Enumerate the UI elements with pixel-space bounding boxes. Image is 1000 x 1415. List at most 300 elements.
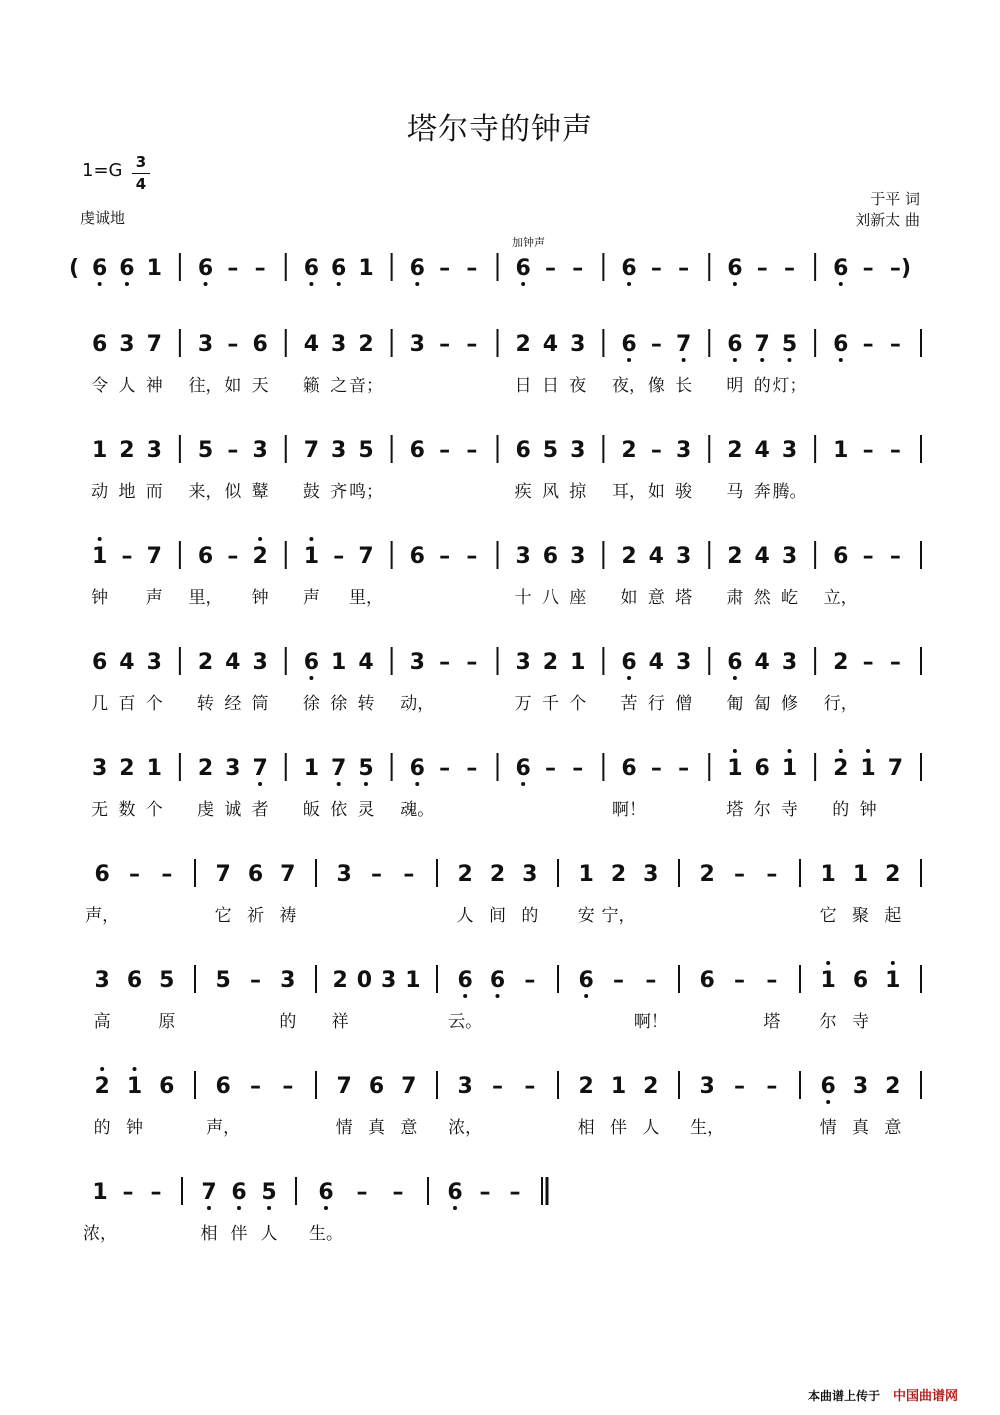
note-digit: 6 [515, 256, 531, 281]
lyric-syllable: 人 [260, 1224, 278, 1244]
note-digit: 2 [489, 862, 506, 887]
lyric-syllable: 十 [514, 588, 532, 608]
lyric-syllable: 动， [400, 694, 435, 714]
note-digit: 7 [303, 438, 320, 463]
note-digit: 3 [781, 650, 798, 675]
note-digit: 6 [727, 650, 743, 675]
lyric-syllable: 座 [569, 588, 587, 608]
dash-sustain: – [650, 256, 662, 281]
dash-sustain: – [862, 544, 874, 569]
note-digit: 6 [852, 968, 869, 993]
octave-up-dot [258, 537, 262, 541]
lyric-syllable: 寺 [780, 800, 798, 820]
lyric-syllable: 虔 [197, 800, 215, 820]
note-digit: 7 [358, 544, 374, 569]
dash-sustain: – [678, 756, 690, 781]
intro-paren-close: ) [900, 256, 912, 281]
lyric-syllable: 立， [823, 588, 858, 608]
octave-down-dot [521, 782, 525, 786]
lyric-syllable: 皈 [302, 800, 320, 820]
lyric-syllable: 的 [832, 800, 850, 820]
lyric-syllable: 啊！ [633, 1012, 668, 1032]
octave-down-dot [207, 1206, 211, 1210]
note-digit: 2 [610, 862, 627, 887]
note-digit: 7 [887, 756, 904, 781]
note-digit: 6 [457, 968, 473, 993]
note-digit: 1 [146, 756, 162, 781]
octave-down-dot [627, 676, 631, 680]
lyric-syllable: 百 [118, 694, 136, 714]
lyric-syllable: 奔 [753, 482, 771, 502]
lyric-syllable: 转 [357, 694, 375, 714]
note-digit: 5 [542, 438, 559, 463]
lyric-syllable: 祥 [331, 1012, 349, 1032]
dash-sustain: – [466, 650, 478, 675]
octave-up-dot [133, 1067, 137, 1071]
lyric-syllable: 马 [726, 482, 744, 502]
dash-sustain: – [227, 438, 239, 463]
note-digit: 2 [119, 438, 135, 463]
lyric-syllable: 神 [145, 376, 163, 396]
octave-down-dot [826, 1100, 830, 1104]
lyric-syllable: 生。 [309, 1224, 343, 1244]
lyric-syllable: 如 [224, 376, 242, 396]
dash-sustain: – [122, 1180, 134, 1205]
note-digit: 6 [447, 1180, 463, 1205]
dash-sustain: – [466, 256, 478, 281]
lyric-syllable: 动 [91, 482, 109, 502]
note-digit: 5 [197, 438, 214, 463]
lyric-syllable: 伴 [610, 1118, 627, 1138]
note-digit: 6 [409, 756, 425, 781]
lyric-syllable: 数 [118, 800, 136, 820]
note-digit: 7 [331, 756, 347, 781]
lyric-syllable: 肃 [726, 588, 744, 608]
note-digit: 4 [648, 544, 664, 569]
note-digit: 5 [261, 1180, 277, 1205]
note-digit: 3 [570, 438, 586, 463]
lyric-syllable: 如 [620, 588, 638, 608]
lyric-syllable: 灯； [772, 376, 807, 396]
dash-sustain: – [439, 438, 451, 463]
lyric-syllable: 尔 [753, 800, 771, 820]
note-digit: 7 [201, 1180, 217, 1205]
dash-sustain: – [734, 1074, 745, 1099]
note-digit: 6 [331, 256, 347, 281]
dash-sustain: – [544, 756, 556, 781]
lyric-syllable: 苦 [620, 694, 638, 714]
lyric-syllable: 夜 [569, 376, 587, 396]
octave-up-dot [100, 1067, 104, 1071]
lyric-syllable: 徐 [302, 694, 320, 714]
dash-sustain: – [889, 256, 901, 281]
lyric-syllable: 真 [368, 1118, 385, 1138]
lyric-syllable: 原 [158, 1012, 176, 1032]
octave-down-dot [364, 782, 368, 786]
note-digit: 2 [621, 438, 637, 463]
dash-sustain: – [544, 256, 556, 281]
lyric-syllable: 它 [819, 906, 837, 926]
note-digit: 6 [621, 650, 637, 675]
note-digit: 2 [252, 544, 268, 569]
note-digit: 6 [231, 1180, 247, 1205]
dash-sustain: – [403, 862, 415, 887]
note-digit: 6 [409, 256, 425, 281]
note-digit: 2 [457, 862, 473, 887]
note-digit: 3 [280, 968, 296, 993]
dash-sustain: – [650, 756, 662, 781]
lyric-syllable: 夜， [612, 376, 647, 396]
octave-up-dot [826, 961, 830, 965]
lyric-syllable: 的 [753, 376, 771, 396]
note-digit: 7 [280, 862, 296, 887]
octave-up-dot [839, 749, 843, 753]
lyric-syllable: 生， [690, 1118, 725, 1138]
note-digit: 6 [542, 544, 559, 569]
note-digit: 7 [215, 862, 231, 887]
dash-sustain: – [862, 438, 874, 463]
lyric-syllable: 屹 [780, 588, 798, 608]
note-digit: 1 [727, 756, 743, 781]
note-digit: 7 [146, 544, 162, 569]
note-digit: 4 [542, 332, 559, 357]
note-digit: 3 [119, 332, 135, 357]
dash-sustain: – [161, 862, 173, 887]
lyric-syllable: 之 [330, 376, 348, 396]
lyric-syllable: 高 [93, 1012, 111, 1032]
note-digit: 1 [91, 544, 108, 569]
dash-sustain: – [254, 256, 266, 281]
note-digit: 1 [303, 544, 320, 569]
note-digit: 4 [754, 438, 770, 463]
note-digit: 1 [610, 1074, 627, 1099]
note-digit: 4 [754, 650, 770, 675]
dash-sustain: – [439, 256, 451, 281]
note-digit: 2 [727, 438, 743, 463]
lyric-syllable: 的 [279, 1012, 297, 1032]
note-digit: 3 [781, 438, 798, 463]
octave-down-dot [98, 282, 102, 286]
lyric-syllable: 僧 [675, 694, 693, 714]
note-digit: 7 [336, 1074, 352, 1099]
note-digit: 1 [860, 756, 876, 781]
note-digit: 3 [852, 1074, 869, 1099]
lyricist-credit: 于平 词 [870, 190, 920, 208]
lyric-syllable: 宁， [601, 906, 636, 926]
note-digit: 3 [699, 1074, 715, 1099]
lyric-syllable: 祈 [247, 906, 264, 926]
note-digit: 1 [405, 968, 421, 993]
note-digit: 6 [515, 756, 531, 781]
time-signature-bottom: 4 [135, 175, 147, 193]
lyric-syllable: 起 [884, 906, 902, 926]
note-digit: 1 [781, 756, 798, 781]
note-digit: 7 [754, 332, 770, 357]
dash-sustain: – [282, 1074, 294, 1099]
lyric-syllable: 个 [569, 694, 587, 714]
lyric-syllable: 钟 [251, 588, 269, 608]
lyric-syllable: 聚 [852, 906, 869, 926]
lyric-syllable: 者 [251, 800, 269, 820]
note-digit: 3 [781, 544, 798, 569]
lyric-syllable: 啊！ [612, 800, 647, 820]
note-digit: 6 [252, 332, 268, 357]
lyric-syllable: 鼓 [302, 482, 320, 502]
time-signature-top: 3 [135, 153, 147, 171]
note-digit: 2 [833, 650, 849, 675]
lyric-syllable: 鼙 [251, 482, 269, 502]
note-digit: 6 [621, 332, 637, 357]
lyric-syllable: 声 [302, 588, 320, 608]
note-digit: 1 [570, 650, 586, 675]
dash-sustain: – [734, 862, 745, 887]
dash-sustain: – [466, 438, 478, 463]
dash-sustain: – [889, 438, 901, 463]
note-digit: 6 [621, 256, 637, 281]
lyric-syllable: 意 [400, 1118, 418, 1138]
note-digit: 1 [91, 438, 108, 463]
dash-sustain: – [862, 256, 874, 281]
note-digit: 2 [885, 1074, 901, 1099]
lyric-syllable: 钟 [859, 800, 877, 820]
note-digit: 6 [409, 544, 425, 569]
note-digit: 2 [727, 544, 743, 569]
lyric-syllable: 个 [145, 800, 163, 820]
note-digit: 1 [820, 862, 836, 887]
lyric-syllable: 伴 [230, 1224, 248, 1244]
lyric-syllable: 钟 [126, 1118, 143, 1138]
lyric-syllable: 八 [541, 588, 559, 608]
note-digit: 3 [675, 650, 692, 675]
note-digit: 1 [331, 650, 347, 675]
dash-sustain: – [783, 256, 795, 281]
dash-sustain: – [645, 968, 657, 993]
note-digit: 3 [380, 968, 397, 993]
note-digit: 3 [409, 650, 425, 675]
dash-sustain: – [333, 544, 345, 569]
note-digit: 1 [358, 256, 374, 281]
note-digit: 3 [94, 968, 110, 993]
note-digit: 6 [727, 256, 743, 281]
note-digit: 6 [303, 650, 320, 675]
dash-sustain: – [889, 332, 901, 357]
dash-sustain: – [766, 862, 778, 887]
dash-sustain: – [650, 438, 662, 463]
note-digit: 1 [852, 862, 869, 887]
octave-down-dot [839, 358, 843, 362]
note-digit: 6 [699, 968, 715, 993]
note-digit: 0 [356, 968, 373, 993]
lyric-syllable: 行， [823, 694, 858, 714]
octave-down-dot [584, 994, 588, 998]
lyric-syllable: 真 [852, 1118, 869, 1138]
lyric-syllable: 经 [224, 694, 242, 714]
lyric-syllable: 腾。 [772, 482, 807, 502]
lyric-syllable: 疾 [514, 482, 532, 502]
lyric-syllable: 如 [647, 482, 665, 502]
lyric-syllable: 千 [541, 694, 559, 714]
lyric-syllable: 个 [145, 694, 163, 714]
note-digit: 2 [542, 650, 559, 675]
lyric-syllable: 寺 [852, 1012, 869, 1032]
octave-down-dot [733, 282, 737, 286]
dash-sustain: – [889, 544, 901, 569]
dash-sustain: – [439, 756, 451, 781]
lyric-syllable: 间 [489, 906, 506, 926]
note-digit: 1 [92, 1180, 108, 1205]
octave-down-dot [627, 358, 631, 362]
key-signature: 1=G [82, 160, 123, 181]
dash-sustain: – [766, 968, 778, 993]
dash-sustain: – [227, 256, 239, 281]
lyric-syllable: 耳， [612, 482, 647, 502]
lyric-syllable: 转 [197, 694, 215, 714]
lyric-syllable: 情 [335, 1118, 353, 1138]
note-digit: 6 [197, 256, 214, 281]
lyric-syllable: 塔 [763, 1012, 781, 1032]
lyric-syllable: 人 [118, 376, 136, 396]
note-digit: 2 [885, 862, 901, 887]
note-digit: 2 [358, 332, 374, 357]
lyric-syllable: 来， [188, 482, 223, 502]
note-digit: 3 [197, 332, 214, 357]
note-digit: 3 [409, 332, 425, 357]
dash-sustain: – [250, 968, 261, 993]
note-digit: 6 [318, 1180, 334, 1205]
note-digit: 3 [457, 1074, 473, 1099]
dash-sustain: – [572, 756, 584, 781]
note-digit: 5 [781, 332, 798, 357]
note-digit: 6 [159, 1074, 175, 1099]
note-digit: 3 [146, 650, 162, 675]
note-digit: 6 [303, 256, 320, 281]
octave-down-dot [627, 282, 631, 286]
dash-sustain: – [479, 1180, 491, 1205]
dash-sustain: – [129, 862, 140, 887]
note-digit: 2 [643, 1074, 659, 1099]
note-digit: 7 [252, 756, 268, 781]
dash-sustain: – [509, 1180, 521, 1205]
octave-down-dot [337, 282, 341, 286]
dash-sustain: – [227, 332, 239, 357]
lyric-syllable: 日 [541, 376, 559, 396]
lyric-syllable: 天 [251, 376, 269, 396]
lyric-syllable: 意 [884, 1118, 902, 1138]
upload-notice: 本曲谱上传于 [808, 1389, 881, 1403]
octave-up-dot [309, 537, 313, 541]
octave-down-dot [453, 1206, 457, 1210]
lyric-syllable: 人 [642, 1118, 660, 1138]
lyric-syllable: 的 [93, 1118, 111, 1138]
lyric-syllable: 骏 [675, 482, 693, 502]
note-digit: 6 [621, 756, 637, 781]
tempo-marking: 虔诚地 [80, 209, 126, 227]
note-digit: 3 [91, 756, 108, 781]
octave-down-dot [682, 358, 686, 362]
dash-sustain: – [766, 1074, 778, 1099]
octave-down-dot [324, 1206, 328, 1210]
lyric-syllable: 匍 [726, 694, 744, 714]
note-digit: 3 [675, 544, 692, 569]
note-digit: 2 [332, 968, 348, 993]
dash-sustain: – [356, 1180, 368, 1205]
note-digit: 1 [578, 862, 594, 887]
note-digit: 5 [358, 438, 374, 463]
dash-sustain: – [392, 1180, 404, 1205]
lyric-syllable: 音； [348, 376, 383, 396]
note-digit: 6 [833, 332, 849, 357]
dash-sustain: – [466, 544, 478, 569]
octave-down-dot [337, 782, 341, 786]
octave-up-dot [98, 537, 102, 541]
octave-down-dot [204, 282, 208, 286]
lyric-syllable: 齐 [330, 482, 348, 502]
note-digit: 2 [515, 332, 531, 357]
note-digit: 3 [331, 438, 347, 463]
note-digit: 4 [648, 650, 664, 675]
dash-sustain: – [613, 968, 624, 993]
octave-down-dot [258, 782, 262, 786]
note-digit: 6 [91, 650, 108, 675]
octave-down-dot [496, 994, 500, 998]
lyric-syllable: 徐 [330, 694, 348, 714]
lyric-syllable: 似 [224, 482, 242, 502]
note-digit: 6 [754, 756, 770, 781]
note-digit: 4 [119, 650, 135, 675]
note-digit: 6 [247, 862, 264, 887]
note-digit: 6 [368, 1074, 385, 1099]
octave-down-dot [415, 282, 419, 286]
note-digit: 3 [252, 438, 268, 463]
lyric-syllable: 里， [188, 588, 223, 608]
note-digit: 3 [146, 438, 162, 463]
lyric-syllable: 声， [206, 1118, 241, 1138]
note-digit: 6 [833, 544, 849, 569]
intro-paren-open: ( [68, 256, 80, 281]
note-digit: 2 [833, 756, 849, 781]
note-digit: 2 [699, 862, 715, 887]
note-digit: 7 [401, 1074, 417, 1099]
lyric-syllable: 它 [214, 906, 232, 926]
note-digit: 3 [336, 862, 352, 887]
note-digit: 3 [570, 544, 586, 569]
dash-sustain: – [524, 968, 536, 993]
octave-down-dot [463, 994, 467, 998]
note-digit: 6 [119, 256, 135, 281]
lyric-syllable: 灵 [357, 800, 375, 820]
lyric-syllable: 钟 [91, 588, 109, 608]
dash-sustain: – [889, 650, 901, 675]
lyric-syllable: 相 [577, 1118, 595, 1138]
note-digit: 6 [91, 256, 108, 281]
note-digit: 6 [820, 1074, 836, 1099]
dash-sustain: – [150, 1180, 162, 1205]
lyric-syllable: 里， [348, 588, 383, 608]
note-digit: 1 [833, 438, 849, 463]
lyric-syllable: 鸣； [348, 482, 383, 502]
lyric-syllable: 情 [819, 1118, 837, 1138]
dash-sustain: – [756, 256, 768, 281]
dash-sustain: – [466, 332, 478, 357]
octave-down-dot [733, 676, 737, 680]
octave-down-dot [309, 676, 313, 680]
dash-sustain: – [371, 862, 382, 887]
note-digit: 3 [252, 650, 268, 675]
dash-sustain: – [250, 1074, 261, 1099]
note-digit: 7 [675, 332, 692, 357]
dash-sustain: – [524, 1074, 536, 1099]
lyric-syllable: 魂。 [400, 800, 435, 820]
